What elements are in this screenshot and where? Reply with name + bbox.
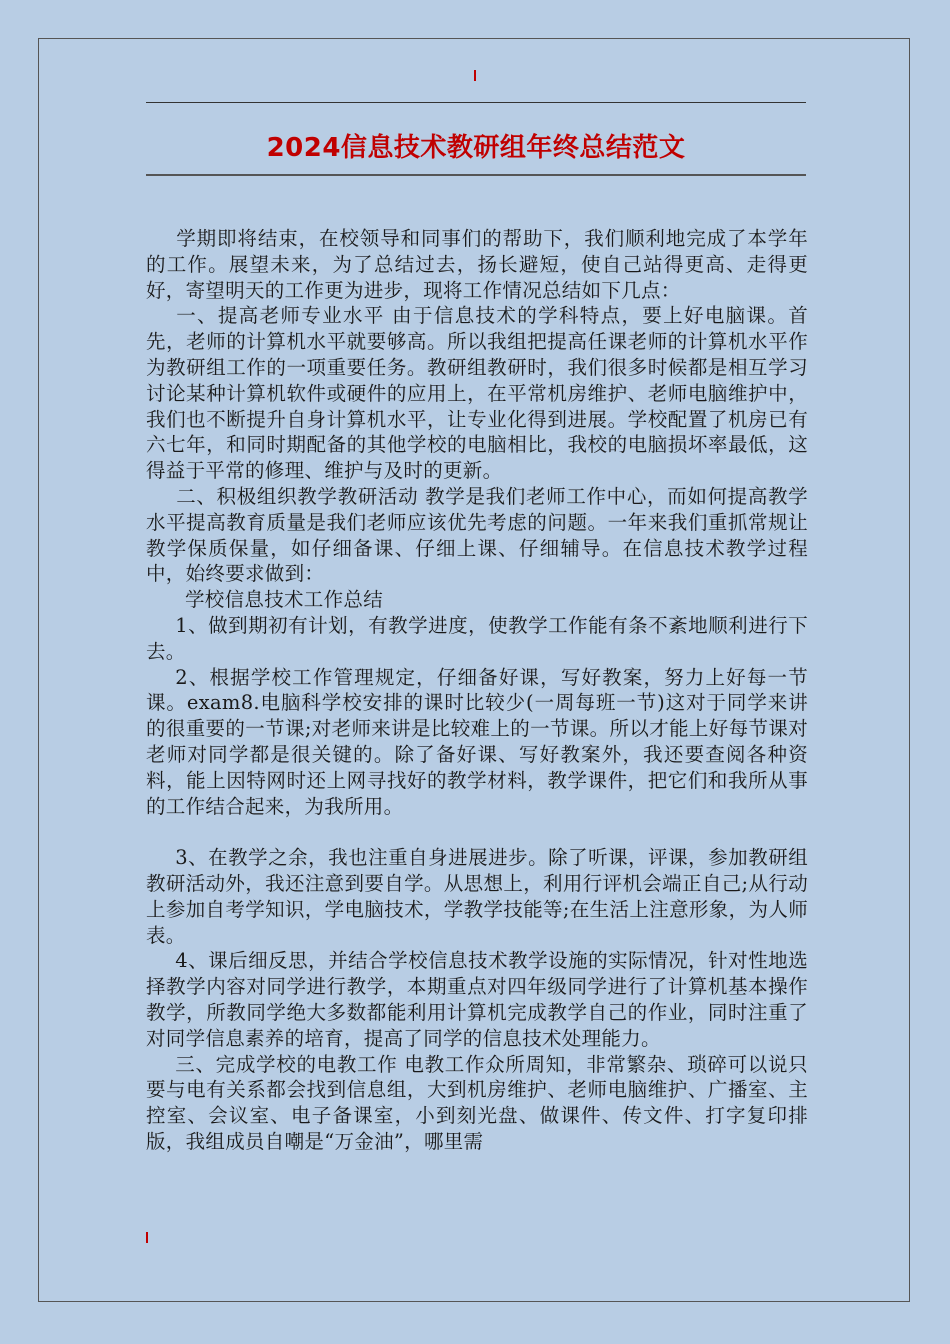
paragraph-item-1: 1、做到期初有计划，有教学进度，使教学工作能有条不紊地顺利进行下去。 <box>146 613 808 663</box>
paragraph-item-2: 2、根据学校工作管理规定，仔细备好课，写好教案，努力上好每一节课。exam8.电脑科学校安排的课时比较少(一周每班一节)这对于同学来讲的很重要的一节课;对老师来讲是比较难上的一节课。所以才能上好每节课对老师对同学都是很关键的。除了备好课、写好教案外，我还要查阅各种资料，能上因特网时还上网寻找好的教学材料，教学课件，把它们和我所从事的工作结合起来，为我所用。 <box>146 665 808 818</box>
paragraph-intro: 学期即将结束，在校领导和同事们的帮助下，我们顺利地完成了本学年的工作。展望未来，为了总结过去，扬长避短，使自己站得更高、走得更好，寄望明天的工作更为进步，现将工作情况总结如下几点： <box>146 227 808 302</box>
paragraph-section-1: 一、提高老师专业水平 由于信息技术的学科特点，要上好电脑课。首先，老师的计算机水平就要够高。所以我组把提高任课老师的计算机水平作为教研组工作的一项重要任务。教研组教研时，我们很多时候都是相互学习讨论某种计算机软件或硬件的应用上，在平常机房维护、老师电脑维护中，我们也不断提升自身计算机水平，让专业化得到进展。学校配置了机房已有六七年，和同时期配备的其他学校的电脑相比，我校的电脑损坏率最低，这得益于平常的修理、维护与及时的更新。 <box>146 304 808 483</box>
paragraph-subheading: 学校信息技术工作总结 <box>185 588 384 612</box>
document-title: 2024信息技术教研组年终总结范文 <box>266 133 686 163</box>
header-rule <box>146 102 806 103</box>
title-rule <box>146 174 806 176</box>
footer-marker <box>146 1232 148 1243</box>
blank-line <box>146 819 808 845</box>
paragraph-item-4: 4、课后细反思，并结合学校信息技术教学设施的实际情况，针对性地选择教学内容对同学进行教学，本期重点对四年级同学进行了计算机基本操作教学，所教同学绝大多数都能利用计算机完成教学自己的作业，同时注重了对同学信息素养的培育，提高了同学的信息技术处理能力。 <box>146 949 808 1050</box>
paragraph-section-2: 二、积极组织教学教研活动 教学是我们老师工作中心，而如何提高教学水平提高教育质量是我们老师应该优先考虑的问题。一年来我们重抓常规让教学保质保量，如仔细备课、仔细上课、仔细辅导。在信息技术教学过程中，始终要求做到： <box>146 484 808 586</box>
paragraph-section-3: 三、完成学校的电教工作 电教工作众所周知，非常繁杂、琐碎可以说只要与电有关系都会找到信息组，大到机房维护、老师电脑维护、广播室、主控室、会议室、电子备课室，小到刻光盘、做课件、传文件、打字复印排版，我组成员自嘲是“万金油”，哪里需 <box>146 1052 808 1153</box>
header-marker <box>474 70 476 81</box>
paragraph-item-3: 3、在教学之余，我也注重自身进展进步。除了听课，评课，参加教研组教研活动外，我还注意到要自学。从思想上，利用行评机会端正自己;从行动上参加自考学知识，学电脑技术，学教学技能等;在生活上注意形象，为人师表。 <box>146 846 808 947</box>
document-body <box>146 226 808 1155</box>
